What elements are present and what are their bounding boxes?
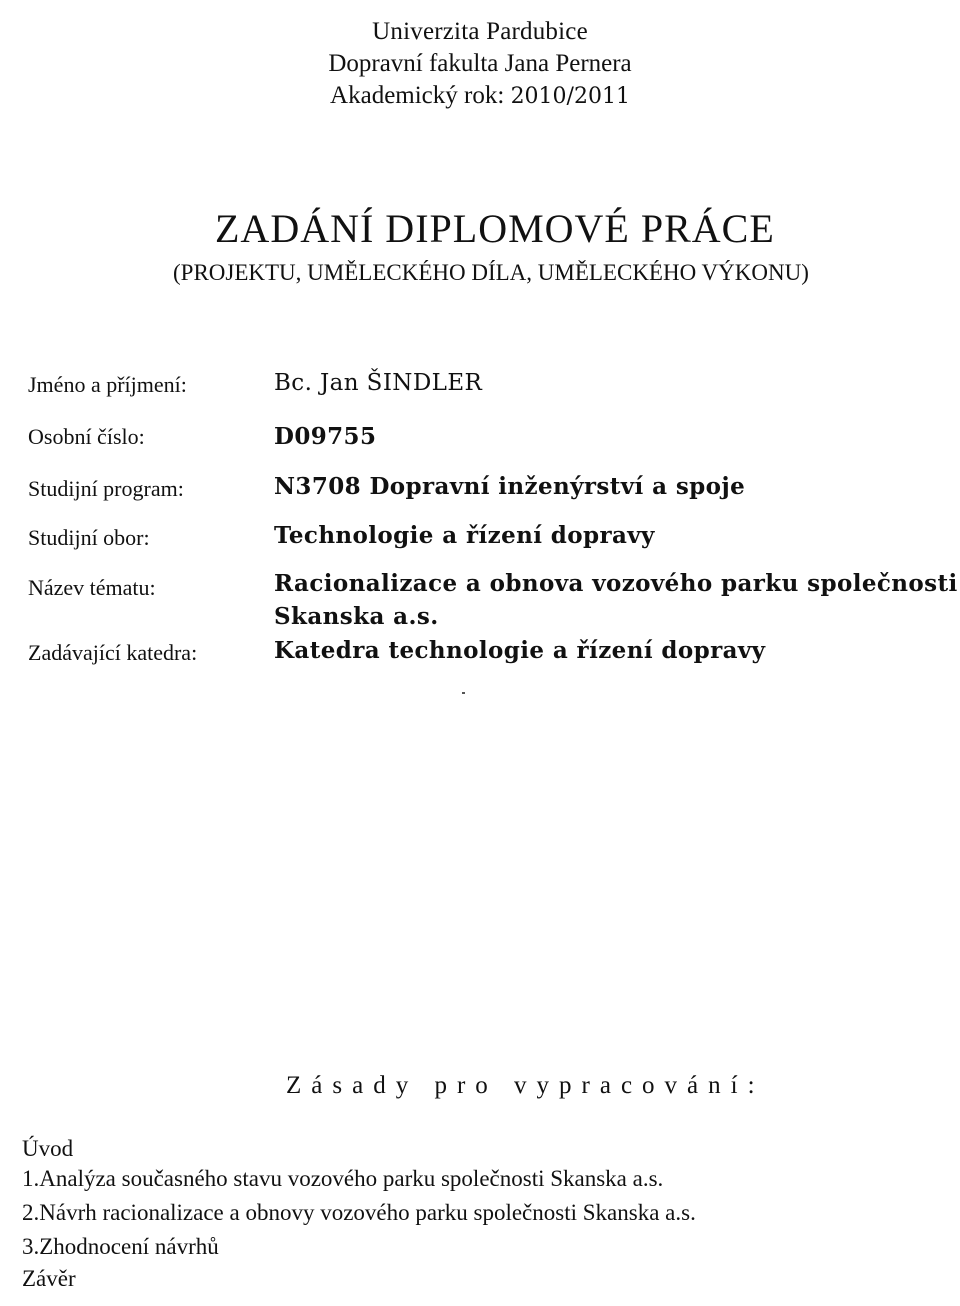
outline-item: 2.Návrh racionalizace a obnovy vozového parku společnosti Skanska a.s. [22,1200,696,1225]
outline-item: Úvod [22,1136,74,1161]
field-label: Studijní obor: [28,525,150,550]
academic-year-value: 2010/2011 [510,84,630,109]
academic-year-label: Akademický rok: [330,82,505,109]
program-label: Studijní program: [28,476,184,501]
page-title: ZADÁNÍ DIPLOMOVÉ PRÁCE [215,206,775,251]
program-value: N3708 Dopravní inženýrství a spoje [274,473,746,500]
scan-speck [462,692,465,694]
field-value: Technologie a řízení dopravy [274,522,655,549]
outline-item: 3.Zhodnocení návrhů [22,1234,219,1259]
topic-value-line2: Skanska a.s. [274,603,439,630]
department-value: Katedra technologie a řízení dopravy [274,637,766,664]
name-value: Bc. Jan ŠINDLER [274,370,483,396]
name-label: Jméno a příjmení: [28,372,187,397]
topic-label: Název tématu: [28,575,156,600]
outline-item: 1.Analýza současného stavu vozového parku společnosti Skanska a.s. [22,1166,664,1191]
page-subtitle: (PROJEKTU, UMĚLECKÉHO DÍLA, UMĚLECKÉHO VÝKONU) [173,260,809,285]
academic-year [0,82,960,110]
department-label: Zadávající katedra: [28,640,198,665]
principles-heading: Zásady pro vypracování: [286,1072,765,1099]
id-value: D09755 [274,423,377,450]
university-name: Univerzita Pardubice [372,18,588,45]
id-label: Osobní číslo: [28,424,145,449]
outline-item: Závěr [22,1266,76,1291]
topic-value-line1: Racionalizace a obnova vozového parku společnosti [274,570,958,597]
faculty-name: Dopravní fakulta Jana Pernera [328,50,632,77]
